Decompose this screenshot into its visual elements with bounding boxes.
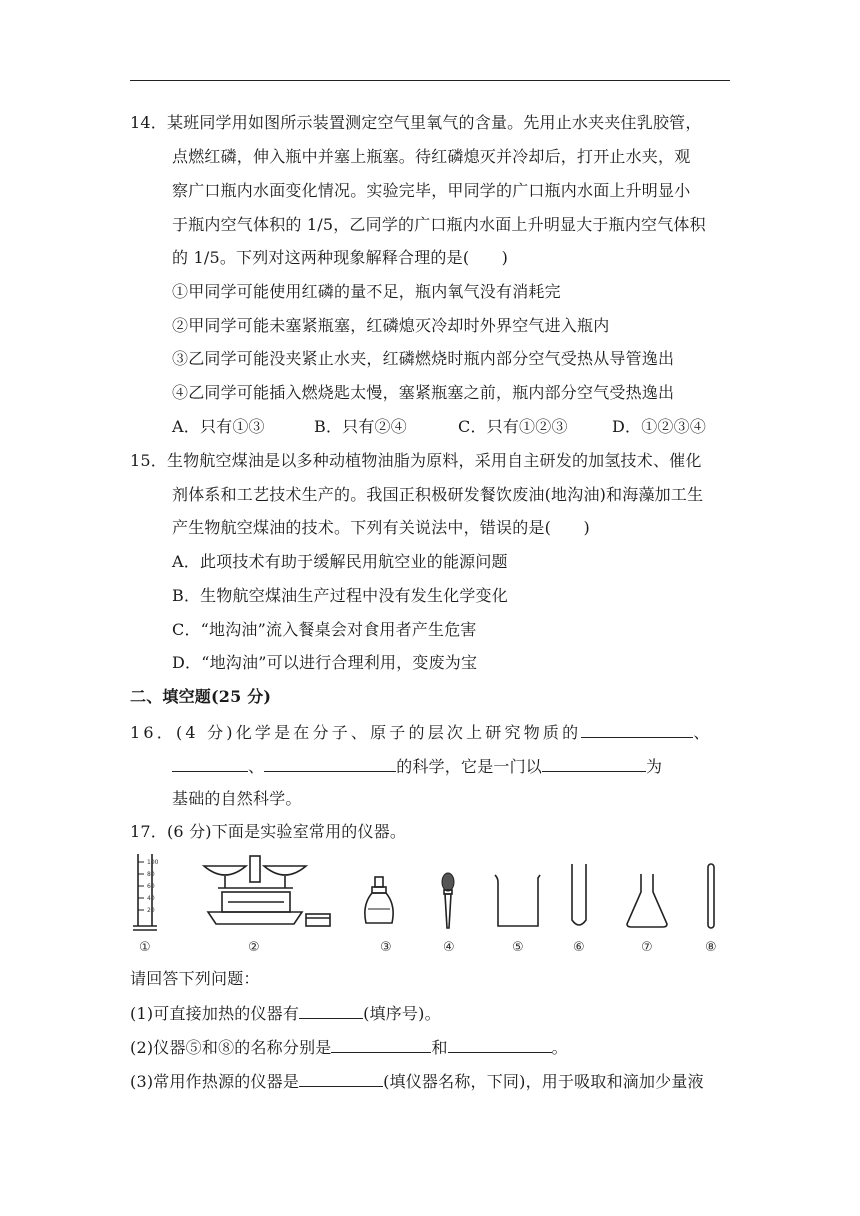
- q14-line-5: 的 1/5。下列对这两种现象解释合理的是( ): [172, 248, 509, 267]
- q17-prompt: 请回答下列问题：: [130, 969, 260, 988]
- cylinder-tick-80: 80: [147, 871, 155, 878]
- q15-line-3: 产生物航空煤油的技术。下列有关说法中，错误的是( ): [172, 518, 590, 537]
- q17-sub-2-text: (2)仪器⑤和⑧的名称分别是: [130, 1038, 332, 1057]
- dropper-figure: [437, 872, 459, 934]
- q17-sub-3-post: (填仪器名称，下同)，用于吸取和滴加少量液: [383, 1072, 704, 1091]
- cylinder-tick-100: 100: [147, 859, 159, 866]
- conical-flask-figure: [624, 872, 670, 930]
- q17-sub-3-text: (3)常用作热源的仪器是: [130, 1072, 300, 1091]
- header-rule: [130, 80, 730, 81]
- q17-sub-1-text: (1)可直接加热的仪器有: [130, 1004, 300, 1023]
- figure-label-6: ⑥: [573, 940, 585, 955]
- q17-sub-1-post: (填序号)。: [363, 1004, 441, 1023]
- figure-label-1: ①: [139, 940, 151, 955]
- q17-sub-2-blank-1[interactable]: [331, 1036, 431, 1053]
- glass-rod-figure: [704, 862, 720, 930]
- q14-line-2: 点燃红磷，伸入瓶中并塞上瓶塞。待红磷熄灭并冷却后，打开止水夹，观: [172, 147, 691, 166]
- cylinder-tick-60: 60: [147, 883, 155, 890]
- q14-line-3: 察广口瓶内水面变化情况。实验完毕，甲同学的广口瓶内水面上升明显小: [172, 181, 691, 200]
- q17-sub-3-blank[interactable]: [299, 1070, 383, 1087]
- q16-end-text: 为: [646, 757, 663, 776]
- q14-option-c: C．只有①②③: [458, 417, 568, 436]
- q15-option-d: D．“地沟油”可以进行合理利用，变废为宝: [172, 653, 478, 672]
- figure-label-3: ③: [380, 940, 392, 955]
- alcohol-lamp-figure: [360, 875, 400, 931]
- cylinder-scale: [147, 857, 158, 917]
- q15-option-c: C．“地沟油”流入餐桌会对食用者产生危害: [172, 620, 477, 639]
- cylinder-tick-40: 40: [147, 895, 155, 902]
- q16-line-3: 基础的自然科学。: [172, 789, 302, 808]
- q17-sub-2-mid: 和: [431, 1038, 448, 1057]
- q16-sep-2: 、: [248, 757, 265, 776]
- q17-sub-1: [130, 1002, 441, 1024]
- q17-intro: 17．(6 分)下面是实验室常用的仪器。: [130, 822, 407, 841]
- q17-sub-3: [130, 1070, 704, 1092]
- q15-option-b: B．生物航空煤油生产过程中没有发生化学变化: [172, 586, 508, 605]
- q15-line-2: 剂体系和工艺技术生产的。我国正积极研发餐饮废油(地沟油)和海藻加工生: [172, 485, 704, 504]
- q16-line-1: [130, 721, 713, 743]
- q14-statement-1: ①甲同学可能使用红磷的量不足，瓶内氧气没有消耗完: [172, 282, 561, 301]
- figure-label-7: ⑦: [641, 940, 653, 955]
- section-heading: 二、填空题(25 分): [130, 687, 272, 706]
- q16-blank-3[interactable]: [264, 755, 396, 772]
- q14-statement-2: ②甲同学可能未塞紧瓶塞，红磷熄灭冷却时外界空气进入瓶内: [172, 316, 610, 335]
- test-tube-figure: [568, 862, 590, 930]
- q16-blank-4[interactable]: [542, 755, 646, 772]
- q14-option-a: A．只有①③: [172, 417, 265, 436]
- q14-line-4: 于瓶内空气体积的 1/5，乙同学的广口瓶内水面上升明显大于瓶内空气体积: [172, 215, 706, 234]
- q17-sub-2-blank-2[interactable]: [448, 1036, 552, 1053]
- figure-label-8: ⑧: [705, 940, 717, 955]
- q16-blank-2[interactable]: [172, 755, 248, 772]
- figure-label-2: ②: [248, 940, 260, 955]
- cylinder-tick-20: 20: [147, 907, 155, 914]
- q15-line-1: 15．生物航空煤油是以多种动植物油脂为原料，采用自主研发的加氢技术、催化: [130, 451, 702, 470]
- q17-sub-2-post: 。: [551, 1038, 568, 1057]
- q17-sub-2: [130, 1036, 568, 1058]
- q14-line-1: 14．某班同学用如图所示装置测定空气里氧气的含量。先用止水夹夹住乳胶管，: [130, 113, 702, 132]
- q14-statement-4: ④乙同学可能插入燃烧匙太慢，塞紧瓶塞之前，瓶内部分空气受热逸出: [172, 383, 675, 402]
- beaker-figure: [492, 872, 544, 930]
- figure-label-5: ⑤: [512, 940, 524, 955]
- q16-line-2: [172, 755, 662, 777]
- q15-option-a: A．此项技术有助于缓解民用航空业的能源问题: [172, 552, 508, 571]
- q16-mid-text: 的科学，它是一门以: [396, 757, 543, 776]
- q14-option-d: D．①②③④: [612, 417, 707, 436]
- q17-sub-1-blank[interactable]: [299, 1002, 363, 1019]
- q14-statement-3: ③乙同学可能没夹紧止水夹，红磷燃烧时瓶内部分空气受热从导管逸出: [172, 349, 675, 368]
- balance-figure: [198, 852, 338, 932]
- q16-text-1: 16．(4 分)化学是在分子、原子的层次上研究物质的: [130, 723, 582, 742]
- q14-option-b: B．只有②④: [314, 417, 407, 436]
- figure-label-4: ④: [443, 940, 455, 955]
- q16-sep-1: 、: [693, 723, 713, 742]
- q16-blank-1[interactable]: [581, 721, 693, 738]
